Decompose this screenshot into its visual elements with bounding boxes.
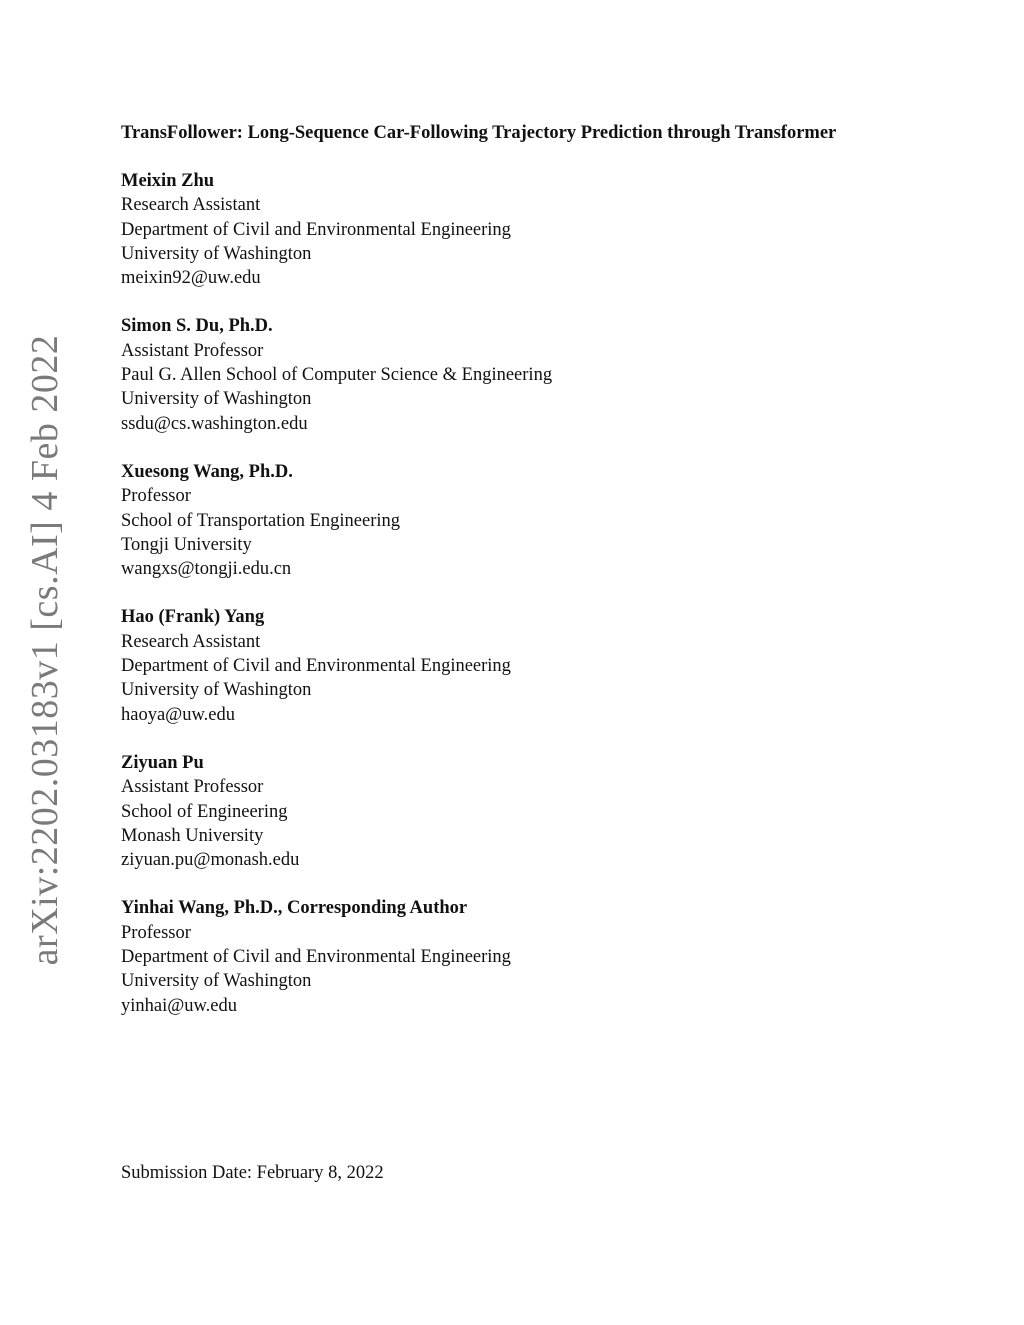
- author-position: Professor: [121, 922, 191, 943]
- author-institution: Tongji University: [121, 534, 252, 555]
- author-department: Paul G. Allen School of Computer Science & Engineering: [121, 365, 553, 386]
- author-institution: University of Washington: [121, 680, 312, 701]
- author-position: Professor: [121, 486, 191, 507]
- author-block: [121, 751, 981, 872]
- author-email[interactable]: wangxs@tongji.edu.cn: [121, 559, 292, 580]
- author-institution: University of Washington: [121, 389, 312, 410]
- author-email[interactable]: ssdu@cs.washington.edu: [121, 413, 308, 434]
- author-name: Ziyuan Pu: [121, 752, 204, 773]
- author-name: Yinhai Wang, Ph.D., Corresponding Author: [121, 898, 468, 919]
- submission-date: Submission Date: February 8, 2022: [121, 1163, 384, 1183]
- author-position: Research Assistant: [121, 631, 261, 652]
- author-block: [121, 314, 981, 435]
- author-department: School of Transportation Engineering: [121, 510, 401, 531]
- author-name: Meixin Zhu: [121, 171, 215, 191]
- author-position: Research Assistant: [121, 195, 261, 216]
- author-position: Assistant Professor: [121, 340, 264, 361]
- author-block: [121, 896, 981, 1017]
- author-department: Department of Civil and Environmental Engineering: [121, 656, 511, 677]
- author-department: Department of Civil and Environmental Engineering: [121, 219, 511, 240]
- author-institution: University of Washington: [121, 243, 312, 264]
- arxiv-identifier-stamp: arXiv:2202.03183v1 [cs.AI] 4 Feb 2022: [24, 334, 66, 966]
- author-name: Hao (Frank) Yang: [121, 607, 265, 628]
- author-position: Assistant Professor: [121, 777, 264, 798]
- author-institution: University of Washington: [121, 971, 312, 992]
- author-email[interactable]: yinhai@uw.edu: [121, 995, 238, 1016]
- author-block: [121, 460, 981, 581]
- author-block: [121, 169, 981, 290]
- paper-title: TransFollower: Long-Sequence Car-Following Trajectory Prediction through Transformer: [121, 123, 837, 143]
- title-page-content: [121, 121, 981, 1042]
- author-email[interactable]: meixin92@uw.edu: [121, 268, 261, 289]
- author-department: School of Engineering: [121, 801, 288, 822]
- author-email[interactable]: haoya@uw.edu: [121, 704, 235, 725]
- author-department: Department of Civil and Environmental Engineering: [121, 947, 511, 968]
- author-institution: Monash University: [121, 825, 264, 846]
- author-name: Xuesong Wang, Ph.D.: [121, 461, 293, 482]
- author-email[interactable]: ziyuan.pu@monash.edu: [121, 850, 300, 871]
- author-block: [121, 605, 981, 726]
- author-name: Simon S. Du, Ph.D.: [121, 316, 273, 337]
